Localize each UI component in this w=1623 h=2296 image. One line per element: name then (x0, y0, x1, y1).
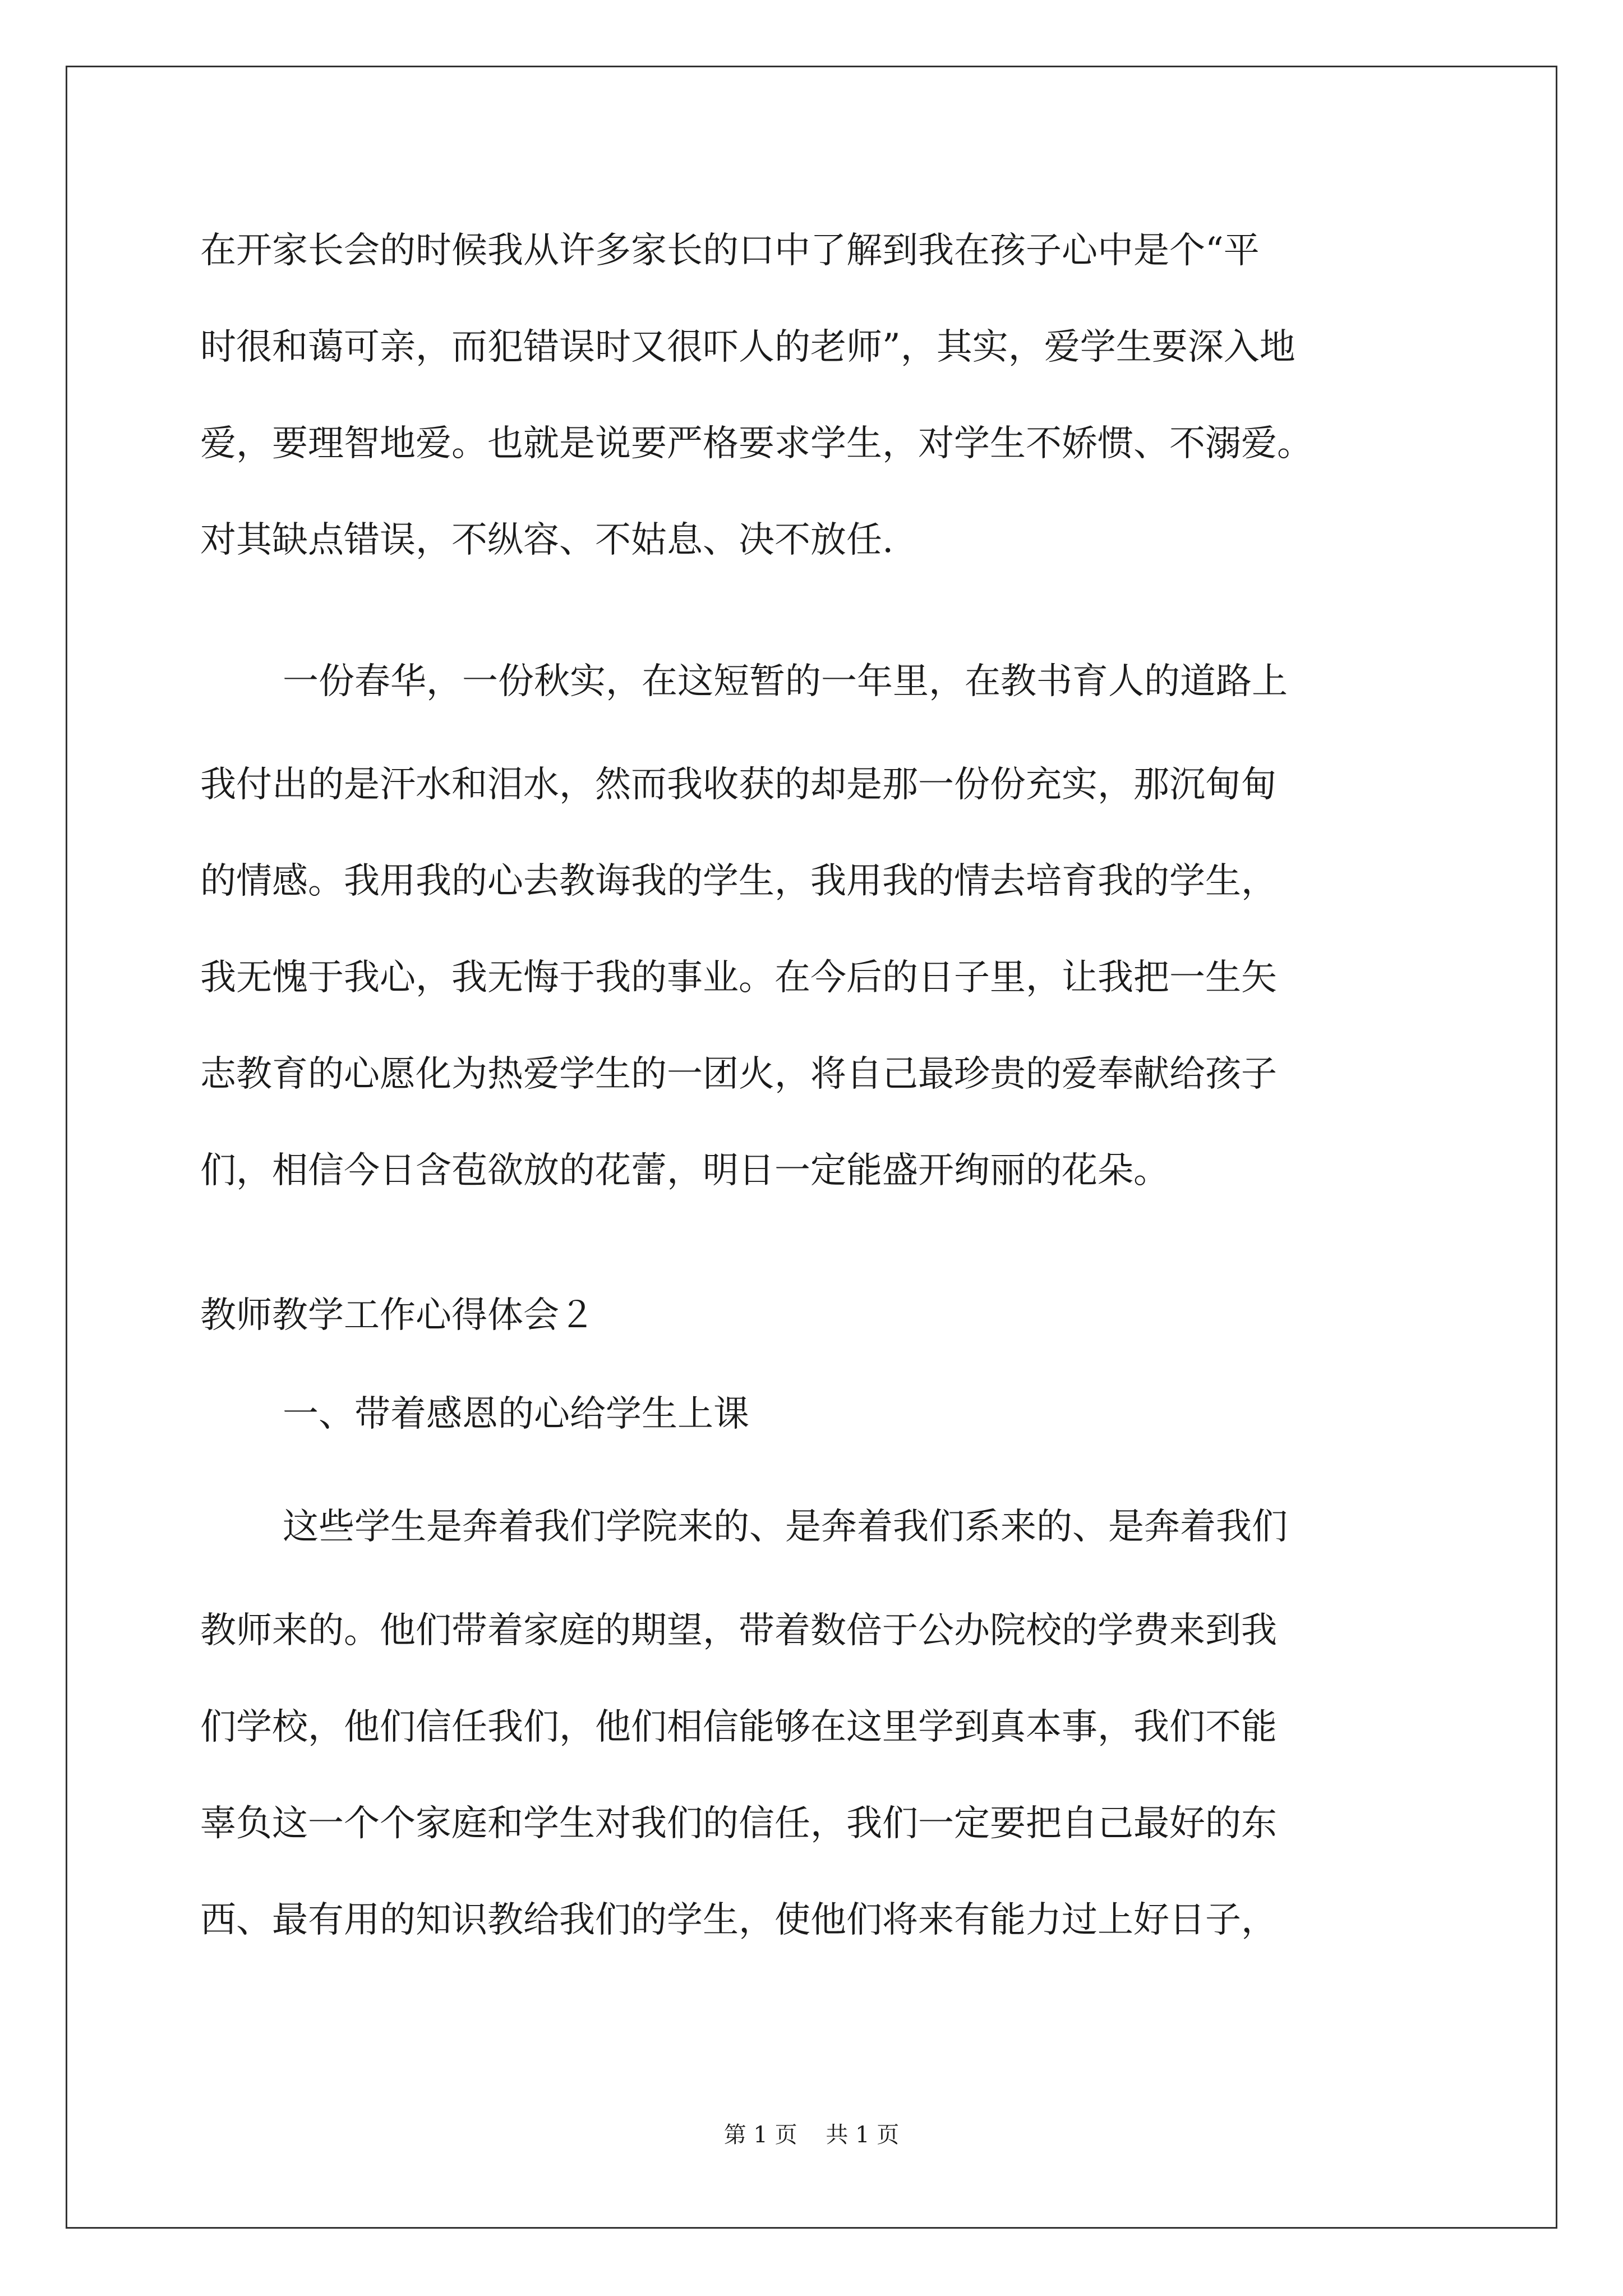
text-line: 一份春华，一份秋实，在这短暂的一年里，在教书育人的道路上 (283, 661, 1288, 702)
text-line: 这些学生是奔着我们学院来的、是奔着我们系来的、是奔着我们 (283, 1506, 1288, 1548)
text-line: 的情感。我用我的心去教诲我的学生，我用我的情去培育我的学生， (200, 861, 1277, 902)
section-heading: 教师教学工作心得体会２ (200, 1295, 595, 1336)
text-line: 对其缺点错误，不纵容、不姑息、决不放任. (200, 519, 894, 561)
page-number: 第 1 页 共 1 页 (723, 2122, 900, 2148)
text-line: 我无愧于我心，我无悔于我的事业。在今后的日子里，让我把一生矢 (200, 957, 1277, 999)
text-line: 们，相信今日含苞欲放的花蕾，明日一定能盛开绚丽的花朵。 (200, 1150, 1169, 1191)
text-line: 时很和蔼可亲，而犯错误时又很吓人的老师”，其实，爱学生要深入地 (200, 326, 1295, 368)
text-line: 西、最有用的知识教给我们的学生，使他们将来有能力过上好日子， (200, 1899, 1277, 1941)
text-line: 志教育的心愿化为热爱学生的一团火，将自己最珍贵的爱奉献给孩子 (200, 1053, 1277, 1095)
text-line: 在开家长会的时候我从许多家长的口中了解到我在孩子心中是个“平 (200, 230, 1260, 272)
text-line: 们学校，他们信任我们，他们相信能够在这里学到真本事，我们不能 (200, 1706, 1277, 1748)
text-line: 教师来的。他们带着家庭的期望，带着数倍于公办院校的学费来到我 (200, 1610, 1277, 1651)
subsection-heading: 一、带着感恩的心给学生上课 (283, 1393, 749, 1435)
text-line: 爱，要理智地爱。也就是说要严格要求学生，对学生不娇惯、不溺爱。 (200, 423, 1313, 464)
text-line: 辜负这一个个家庭和学生对我们的信任，我们一定要把自己最好的东 (200, 1803, 1277, 1844)
text-line: 我付出的是汗水和泪水，然而我收获的却是那一份份充实，那沉甸甸 (200, 764, 1277, 806)
